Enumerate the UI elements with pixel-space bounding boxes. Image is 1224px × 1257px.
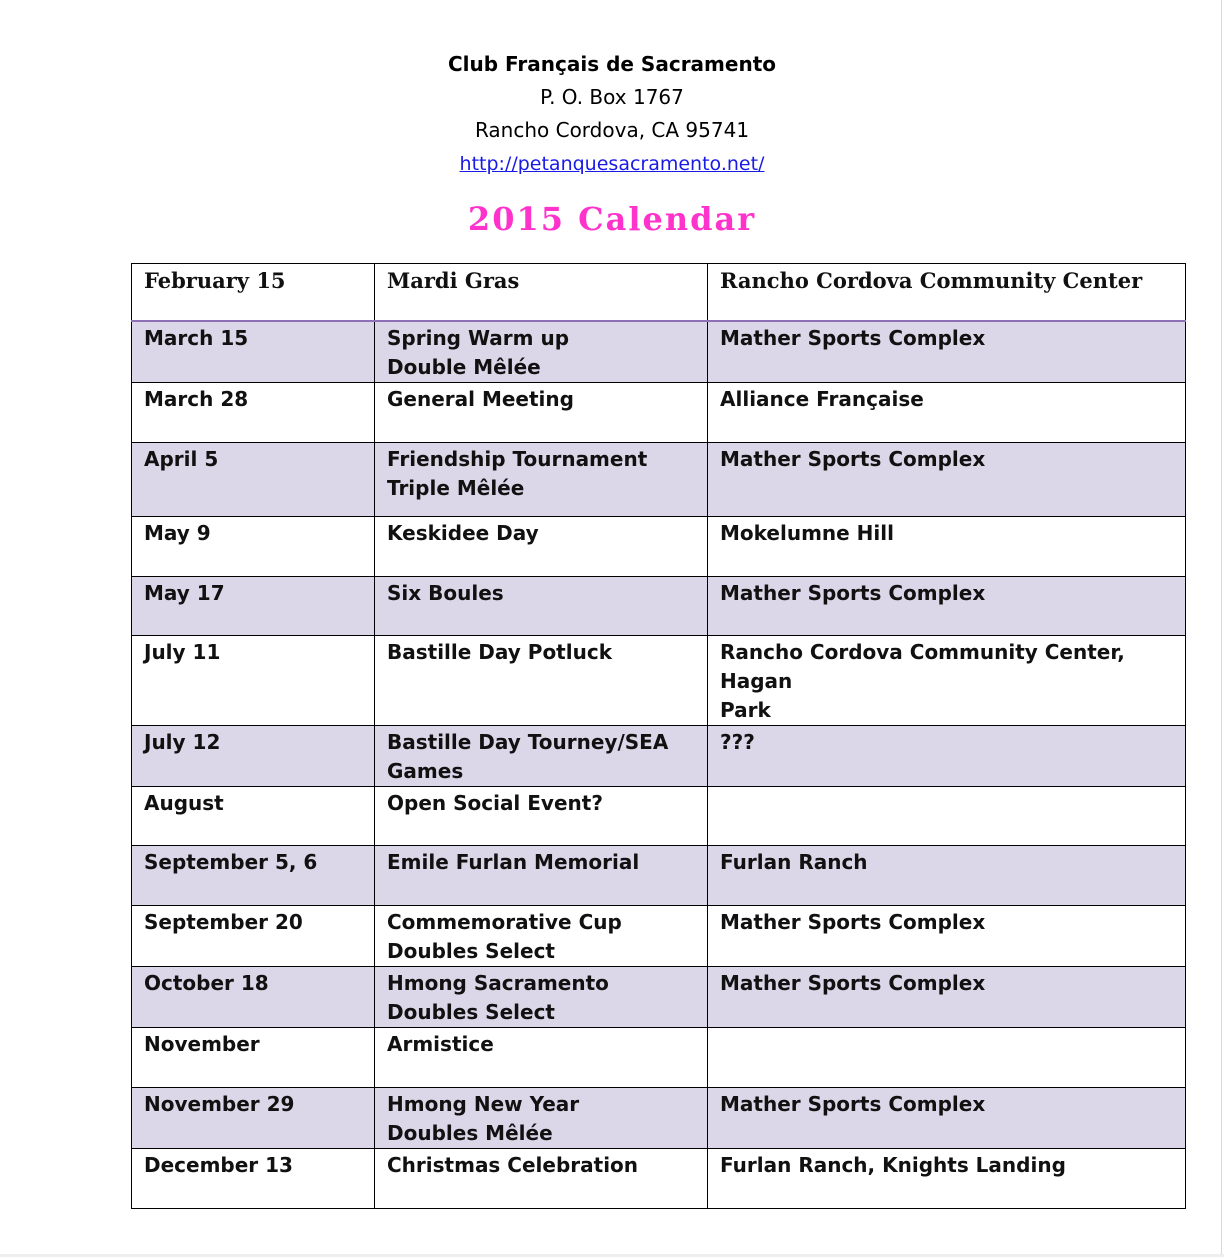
- event-date: December 13: [144, 1152, 293, 1177]
- event-date: August: [144, 790, 224, 815]
- event-name-line: Six Boules: [387, 580, 504, 605]
- table-row: [132, 442, 1186, 516]
- website-link[interactable]: http://petanquesacramento.net/: [459, 153, 765, 175]
- event-name-line: Spring Warm up: [387, 325, 570, 350]
- table-row: [132, 845, 1186, 905]
- event-date: March 15: [144, 325, 249, 350]
- event-name-line: Keskidee Day: [387, 520, 539, 545]
- event-date-cell: [132, 516, 375, 576]
- event-date-cell: [132, 1087, 375, 1148]
- event-date-cell: [132, 264, 375, 321]
- event-location-cell: [708, 845, 1186, 905]
- event-date: May 9: [144, 520, 211, 545]
- event-location-cell: [708, 264, 1186, 321]
- event-location-line: Furlan Ranch, Knights Landing: [720, 1152, 1066, 1177]
- event-date-cell: [132, 905, 375, 966]
- table-row: [132, 1027, 1186, 1087]
- event-location-line: Park: [720, 697, 771, 722]
- table-row: [132, 1087, 1186, 1148]
- event-name-line: Doubles Select: [387, 999, 555, 1024]
- event-name-line: Double Mêlée: [387, 354, 541, 379]
- event-name-line: Commemorative Cup: [387, 909, 622, 934]
- event-name-line: Hmong New Year: [387, 1091, 580, 1116]
- table-row: [132, 786, 1186, 845]
- event-name-line: Armistice: [387, 1031, 494, 1056]
- event-date-cell: [132, 845, 375, 905]
- event-name-line: Christmas Celebration: [387, 1152, 639, 1177]
- event-date-cell: [132, 966, 375, 1027]
- table-row: [132, 382, 1186, 442]
- event-date: October 18: [144, 970, 269, 995]
- event-date: July 12: [144, 729, 221, 754]
- table-row: [132, 576, 1186, 635]
- event-name-line: Games: [387, 758, 464, 783]
- event-location-cell: [708, 635, 1186, 725]
- event-name-line: Triple Mêlée: [387, 475, 525, 500]
- event-location-cell: [708, 1148, 1186, 1208]
- event-date-cell: [132, 576, 375, 635]
- event-location-line: Rancho Cordova Community Center, Hagan: [720, 639, 1125, 693]
- page-edge: [1221, 0, 1222, 1257]
- table-row: [132, 905, 1186, 966]
- event-name-line: Emile Furlan Memorial: [387, 849, 640, 874]
- event-name-cell: [375, 966, 708, 1027]
- event-name-cell: [375, 382, 708, 442]
- event-name-cell: [375, 635, 708, 725]
- event-date-cell: [132, 786, 375, 845]
- po-box: P. O. Box 1767: [540, 85, 684, 109]
- event-date: April 5: [144, 446, 219, 471]
- event-date-cell: [132, 442, 375, 516]
- org-name: Club Français de Sacramento: [447, 52, 776, 76]
- event-name-line: Friendship Tournament: [387, 446, 648, 471]
- event-name-cell: [375, 516, 708, 576]
- event-location-line: Rancho Cordova Community Center: [720, 268, 1143, 293]
- event-name-line: Bastille Day Potluck: [387, 639, 612, 664]
- event-date: July 11: [144, 639, 221, 664]
- event-name-cell: [375, 725, 708, 786]
- event-location-cell: [708, 516, 1186, 576]
- event-location-cell: [708, 966, 1186, 1027]
- event-date: May 17: [144, 580, 225, 605]
- event-location-cell: [708, 576, 1186, 635]
- event-date: November: [144, 1031, 260, 1056]
- event-name-cell: [375, 1027, 708, 1087]
- event-date-cell: [132, 1148, 375, 1208]
- event-name-cell: [375, 1148, 708, 1208]
- table-row: [132, 516, 1186, 576]
- event-location-cell: [708, 382, 1186, 442]
- event-name-line: Doubles Mêlée: [387, 1120, 553, 1145]
- event-name-cell: [375, 786, 708, 845]
- event-date: November 29: [144, 1091, 295, 1116]
- event-name-cell: [375, 321, 708, 383]
- event-location-cell: [708, 905, 1186, 966]
- event-name-cell: [375, 1087, 708, 1148]
- city-line: Rancho Cordova, CA 95741: [474, 118, 750, 142]
- event-location-cell: [708, 321, 1186, 383]
- event-name-line: Doubles Select: [387, 938, 555, 963]
- table-row: [132, 725, 1186, 786]
- event-date-cell: [132, 725, 375, 786]
- event-date-cell: [132, 1027, 375, 1087]
- event-name-line: Bastille Day Tourney/SEA: [387, 729, 669, 754]
- event-date-cell: [132, 321, 375, 383]
- event-date-cell: [132, 382, 375, 442]
- event-name-line: Open Social Event?: [387, 790, 603, 815]
- table-row: [132, 966, 1186, 1027]
- event-date: September 5, 6: [144, 849, 318, 874]
- event-location-line: Alliance Française: [720, 386, 924, 411]
- table-row: [132, 264, 1186, 321]
- events-table: [131, 263, 1186, 1209]
- event-location-line: Mather Sports Complex: [720, 446, 986, 471]
- letterhead: [0, 48, 1224, 180]
- event-location-line: Mather Sports Complex: [720, 909, 986, 934]
- table-row: [132, 1148, 1186, 1208]
- event-location-line: ???: [720, 729, 755, 754]
- event-name-cell: [375, 442, 708, 516]
- event-location-line: Mather Sports Complex: [720, 1091, 986, 1116]
- event-location-cell: [708, 725, 1186, 786]
- event-location-cell: [708, 442, 1186, 516]
- event-date-cell: [132, 635, 375, 725]
- event-name-line: Hmong Sacramento: [387, 970, 609, 995]
- event-location-line: Mather Sports Complex: [720, 580, 986, 605]
- calendar-title: 2015 Calendar: [467, 200, 757, 238]
- event-name-line: General Meeting: [387, 386, 574, 411]
- event-location-line: Mather Sports Complex: [720, 970, 986, 995]
- table-row: [132, 635, 1186, 725]
- event-location-cell: [708, 1027, 1186, 1087]
- event-date: September 20: [144, 909, 303, 934]
- event-location-cell: [708, 1087, 1186, 1148]
- event-date: March 28: [144, 386, 249, 411]
- event-name-cell: [375, 905, 708, 966]
- event-location-line: Furlan Ranch: [720, 849, 868, 874]
- event-name-cell: [375, 264, 708, 321]
- event-name-line: Mardi Gras: [387, 268, 520, 293]
- event-date: February 15: [144, 268, 286, 293]
- event-location-line: Mokelumne Hill: [720, 520, 894, 545]
- table-row: [132, 321, 1186, 383]
- event-name-cell: [375, 845, 708, 905]
- event-name-cell: [375, 576, 708, 635]
- event-location-line: Mather Sports Complex: [720, 325, 986, 350]
- event-location-cell: [708, 786, 1186, 845]
